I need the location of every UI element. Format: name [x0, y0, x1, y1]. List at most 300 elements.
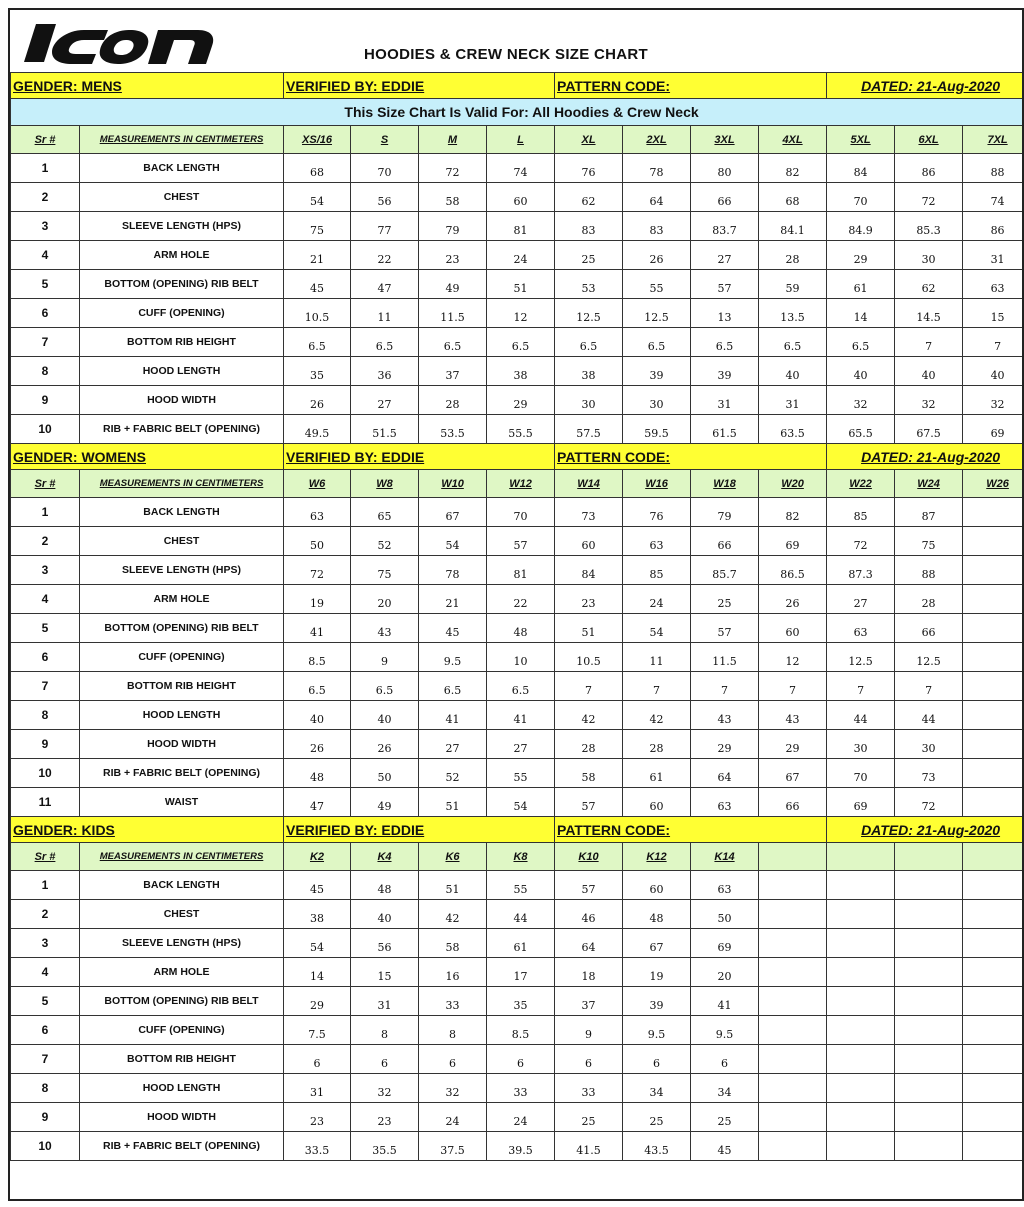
- measurement-label: BOTTOM RIB HEIGHT: [80, 1045, 284, 1074]
- measurement-value: 61: [623, 759, 691, 788]
- measurement-label: BOTTOM RIB HEIGHT: [80, 672, 284, 701]
- icon-brand-logo: [22, 16, 222, 68]
- measurement-label: ARM HOLE: [80, 241, 284, 270]
- measurement-value: [827, 1103, 895, 1132]
- table-row: [11, 1016, 1024, 1045]
- measurement-value: 57: [691, 614, 759, 643]
- measurement-value: 6: [351, 1045, 419, 1074]
- measurement-value: [827, 958, 895, 987]
- measurement-value: 28: [623, 730, 691, 759]
- size-header: [827, 843, 895, 871]
- measurement-value: 6.5: [555, 328, 623, 357]
- column-header-row: [11, 843, 1024, 871]
- measurement-value: 46: [555, 900, 623, 929]
- size-header: M: [419, 126, 487, 154]
- measurement-value: [759, 1016, 827, 1045]
- measurement-value: 28: [419, 386, 487, 415]
- measurement-value: 7.5: [284, 1016, 351, 1045]
- measurement-value: 67: [419, 498, 487, 527]
- measurement-value: 12.5: [827, 643, 895, 672]
- measurement-value: 30: [895, 730, 963, 759]
- serial-number: 7: [11, 672, 80, 701]
- measurement-value: [963, 614, 1024, 643]
- measurement-value: 6: [623, 1045, 691, 1074]
- measurement-value: [963, 987, 1024, 1016]
- measurement-value: 15: [351, 958, 419, 987]
- measurement-label: SLEEVE LENGTH (HPS): [80, 212, 284, 241]
- serial-number: 7: [11, 1045, 80, 1074]
- measurement-value: 21: [284, 241, 351, 270]
- measurement-value: 76: [555, 154, 623, 183]
- measurement-value: [827, 871, 895, 900]
- measurement-label: RIB + FABRIC BELT (OPENING): [80, 415, 284, 444]
- measurement-value: 55: [623, 270, 691, 299]
- gender-label: GENDER: WOMENS: [11, 444, 284, 470]
- measurement-value: 40: [827, 357, 895, 386]
- serial-number: 10: [11, 415, 80, 444]
- measurement-value: 6.5: [351, 672, 419, 701]
- measurement-value: 6.5: [487, 672, 555, 701]
- measurement-value: 32: [419, 1074, 487, 1103]
- measurement-value: 23: [284, 1103, 351, 1132]
- measurement-value: 23: [351, 1103, 419, 1132]
- measurement-value: 85.3: [895, 212, 963, 241]
- measurement-value: 29: [691, 730, 759, 759]
- serial-number: 4: [11, 585, 80, 614]
- serial-number: 2: [11, 527, 80, 556]
- measurement-value: 13.5: [759, 299, 827, 328]
- measurement-value: 69: [759, 527, 827, 556]
- table-row: [11, 1045, 1024, 1074]
- measurement-value: 88: [895, 556, 963, 585]
- measurement-value: 70: [487, 498, 555, 527]
- measurement-value: 68: [759, 183, 827, 212]
- measurement-value: 19: [284, 585, 351, 614]
- measurement-value: 24: [487, 1103, 555, 1132]
- measurement-value: 16: [419, 958, 487, 987]
- measurement-value: 39: [623, 987, 691, 1016]
- measurement-label: HOOD LENGTH: [80, 357, 284, 386]
- table-row: [11, 328, 1024, 357]
- measurement-value: 69: [827, 788, 895, 817]
- measurement-value: 66: [895, 614, 963, 643]
- size-header: W18: [691, 470, 759, 498]
- table-row: [11, 386, 1024, 415]
- measurement-value: 63: [963, 270, 1024, 299]
- table-row: [11, 415, 1024, 444]
- table-row: [11, 987, 1024, 1016]
- size-header: [895, 843, 963, 871]
- measurement-label: CUFF (OPENING): [80, 643, 284, 672]
- measurement-value: 53: [555, 270, 623, 299]
- measurement-value: 31: [351, 987, 419, 1016]
- measurement-value: 33: [555, 1074, 623, 1103]
- measurement-value: [895, 1016, 963, 1045]
- measurement-value: [827, 1074, 895, 1103]
- measurement-value: 29: [284, 987, 351, 1016]
- measurement-value: 11: [351, 299, 419, 328]
- measurement-value: [827, 1016, 895, 1045]
- measurement-value: 7: [895, 672, 963, 701]
- measurement-value: 43.5: [623, 1132, 691, 1161]
- measurement-value: 32: [827, 386, 895, 415]
- measurement-value: 6: [419, 1045, 487, 1074]
- measurement-value: 32: [351, 1074, 419, 1103]
- serial-number: 1: [11, 498, 80, 527]
- measurement-value: 31: [284, 1074, 351, 1103]
- measurement-value: 63: [827, 614, 895, 643]
- measurement-value: [895, 871, 963, 900]
- measurement-value: 9: [555, 1016, 623, 1045]
- measurement-value: 83: [623, 212, 691, 241]
- measurement-value: 9.5: [623, 1016, 691, 1045]
- table-row: [11, 212, 1024, 241]
- measurement-value: 35: [487, 987, 555, 1016]
- measurement-value: 27: [487, 730, 555, 759]
- measurement-value: 7: [691, 672, 759, 701]
- measurement-value: 43: [351, 614, 419, 643]
- size-chart-table: [10, 72, 1024, 1161]
- measurement-value: 58: [419, 183, 487, 212]
- measurement-value: 30: [623, 386, 691, 415]
- serial-number: 3: [11, 212, 80, 241]
- dated-label: DATED: 21-Aug-2020: [827, 73, 1024, 99]
- measurement-value: 11: [623, 643, 691, 672]
- measurement-value: [759, 987, 827, 1016]
- measurement-value: 30: [555, 386, 623, 415]
- measurement-label: ARM HOLE: [80, 585, 284, 614]
- measurement-value: 26: [284, 730, 351, 759]
- measurement-label: CHEST: [80, 900, 284, 929]
- measurement-value: [963, 788, 1024, 817]
- serial-number: 4: [11, 241, 80, 270]
- serial-number: 2: [11, 183, 80, 212]
- size-header: 5XL: [827, 126, 895, 154]
- measurement-value: 70: [351, 154, 419, 183]
- measurement-value: 6: [691, 1045, 759, 1074]
- measurement-value: 47: [284, 788, 351, 817]
- measurement-header: MEASUREMENTS IN CENTIMETERS: [80, 470, 284, 498]
- table-row: [11, 183, 1024, 212]
- table-row: [11, 643, 1024, 672]
- measurement-value: 54: [487, 788, 555, 817]
- measurement-value: 33: [487, 1074, 555, 1103]
- measurement-value: 65.5: [827, 415, 895, 444]
- size-header: W12: [487, 470, 555, 498]
- measurement-value: 85.7: [691, 556, 759, 585]
- measurement-value: 72: [895, 183, 963, 212]
- measurement-value: 40: [759, 357, 827, 386]
- verified-by-label: VERIFIED BY: EDDIE: [284, 444, 555, 470]
- measurement-value: 73: [555, 498, 623, 527]
- measurement-value: 78: [419, 556, 487, 585]
- measurement-value: 19: [623, 958, 691, 987]
- measurement-value: 66: [691, 527, 759, 556]
- serial-number: 11: [11, 788, 80, 817]
- measurement-value: 63.5: [759, 415, 827, 444]
- measurement-value: 31: [759, 386, 827, 415]
- measurement-value: 7: [555, 672, 623, 701]
- gender-label: GENDER: MENS: [11, 73, 284, 99]
- measurement-value: 23: [555, 585, 623, 614]
- measurement-value: 75: [351, 556, 419, 585]
- measurement-value: [759, 1103, 827, 1132]
- measurement-value: 82: [759, 154, 827, 183]
- measurement-value: 8: [419, 1016, 487, 1045]
- measurement-value: 54: [284, 183, 351, 212]
- measurement-value: 8.5: [487, 1016, 555, 1045]
- measurement-value: 84.9: [827, 212, 895, 241]
- measurement-label: CHEST: [80, 183, 284, 212]
- serial-number: 9: [11, 1103, 80, 1132]
- measurement-value: 38: [284, 900, 351, 929]
- measurement-value: 48: [351, 871, 419, 900]
- measurement-value: [963, 585, 1024, 614]
- size-header: W8: [351, 470, 419, 498]
- size-header: W20: [759, 470, 827, 498]
- measurement-value: 51.5: [351, 415, 419, 444]
- measurement-value: 38: [555, 357, 623, 386]
- serial-number: 8: [11, 701, 80, 730]
- size-header: [759, 843, 827, 871]
- measurement-value: [895, 1132, 963, 1161]
- measurement-value: 9.5: [691, 1016, 759, 1045]
- measurement-value: 25: [623, 1103, 691, 1132]
- measurement-value: 27: [419, 730, 487, 759]
- measurement-value: 81: [487, 556, 555, 585]
- dated-label: DATED: 21-Aug-2020: [827, 817, 1024, 843]
- measurement-label: HOOD LENGTH: [80, 701, 284, 730]
- measurement-value: 79: [419, 212, 487, 241]
- measurement-value: 55.5: [487, 415, 555, 444]
- measurement-value: 54: [623, 614, 691, 643]
- measurement-value: 40: [351, 701, 419, 730]
- measurement-value: 60: [555, 527, 623, 556]
- measurement-value: 69: [691, 929, 759, 958]
- measurement-value: 6.5: [827, 328, 895, 357]
- measurement-value: [963, 1016, 1024, 1045]
- column-header-row: [11, 470, 1024, 498]
- measurement-value: 57: [555, 871, 623, 900]
- serial-number: 2: [11, 900, 80, 929]
- measurement-value: 51: [419, 871, 487, 900]
- measurement-value: 6.5: [759, 328, 827, 357]
- measurement-value: 9: [351, 643, 419, 672]
- measurement-value: 30: [827, 730, 895, 759]
- validity-banner-row: [11, 99, 1024, 126]
- measurement-label: ARM HOLE: [80, 958, 284, 987]
- measurement-value: [895, 900, 963, 929]
- measurement-value: 74: [487, 154, 555, 183]
- measurement-value: 80: [691, 154, 759, 183]
- measurement-value: [963, 871, 1024, 900]
- gender-label: GENDER: KIDS: [11, 817, 284, 843]
- measurement-value: 29: [759, 730, 827, 759]
- measurement-value: 43: [691, 701, 759, 730]
- measurement-value: [827, 1132, 895, 1161]
- measurement-value: 40: [284, 701, 351, 730]
- size-header: K8: [487, 843, 555, 871]
- measurement-value: [895, 929, 963, 958]
- measurement-label: BOTTOM (OPENING) RIB BELT: [80, 987, 284, 1016]
- measurement-value: 40: [351, 900, 419, 929]
- table-row: [11, 270, 1024, 299]
- size-header: W10: [419, 470, 487, 498]
- measurement-value: 34: [623, 1074, 691, 1103]
- measurement-value: 11.5: [691, 643, 759, 672]
- measurement-value: [963, 958, 1024, 987]
- measurement-value: 45: [284, 270, 351, 299]
- table-row: [11, 556, 1024, 585]
- measurement-value: 17: [487, 958, 555, 987]
- size-header: W24: [895, 470, 963, 498]
- measurement-value: 27: [827, 585, 895, 614]
- measurement-value: 26: [351, 730, 419, 759]
- measurement-value: 78: [623, 154, 691, 183]
- measurement-value: 70: [827, 183, 895, 212]
- size-header: 7XL: [963, 126, 1024, 154]
- serial-number: 5: [11, 270, 80, 299]
- table-row: [11, 154, 1024, 183]
- size-header: W14: [555, 470, 623, 498]
- measurement-value: 82: [759, 498, 827, 527]
- dated-label: DATED: 21-Aug-2020: [827, 444, 1024, 470]
- table-row: [11, 299, 1024, 328]
- measurement-value: 10: [487, 643, 555, 672]
- measurement-value: 65: [351, 498, 419, 527]
- measurement-value: 22: [487, 585, 555, 614]
- measurement-label: BOTTOM RIB HEIGHT: [80, 328, 284, 357]
- measurement-value: 75: [895, 527, 963, 556]
- chart-title: HOODIES & CREW NECK SIZE CHART: [364, 46, 649, 63]
- measurement-label: CHEST: [80, 527, 284, 556]
- measurement-value: 72: [284, 556, 351, 585]
- measurement-value: 29: [827, 241, 895, 270]
- measurement-label: BOTTOM (OPENING) RIB BELT: [80, 270, 284, 299]
- measurement-value: 37.5: [419, 1132, 487, 1161]
- measurement-value: 18: [555, 958, 623, 987]
- size-header: W22: [827, 470, 895, 498]
- measurement-value: 39: [691, 357, 759, 386]
- measurement-label: BOTTOM (OPENING) RIB BELT: [80, 614, 284, 643]
- measurement-value: 40: [895, 357, 963, 386]
- measurement-value: 28: [895, 585, 963, 614]
- measurement-value: 12.5: [895, 643, 963, 672]
- measurement-value: 45: [284, 871, 351, 900]
- measurement-value: 8: [351, 1016, 419, 1045]
- measurement-value: 6.5: [284, 672, 351, 701]
- size-header: W26: [963, 470, 1024, 498]
- measurement-value: 63: [691, 871, 759, 900]
- table-row: [11, 701, 1024, 730]
- table-row: [11, 498, 1024, 527]
- measurement-value: 55: [487, 871, 555, 900]
- table-row: [11, 759, 1024, 788]
- measurement-value: 35.5: [351, 1132, 419, 1161]
- serial-number: 5: [11, 987, 80, 1016]
- measurement-label: WAIST: [80, 788, 284, 817]
- measurement-value: 31: [691, 386, 759, 415]
- measurement-value: 6.5: [691, 328, 759, 357]
- measurement-value: 31: [963, 241, 1024, 270]
- measurement-value: 12: [759, 643, 827, 672]
- sr-header: Sr #: [11, 843, 80, 871]
- measurement-value: [759, 1074, 827, 1103]
- measurement-value: 67: [759, 759, 827, 788]
- measurement-value: 56: [351, 183, 419, 212]
- measurement-value: 37: [419, 357, 487, 386]
- measurement-value: 33: [419, 987, 487, 1016]
- measurement-value: [895, 987, 963, 1016]
- measurement-value: [759, 1045, 827, 1074]
- measurement-label: BACK LENGTH: [80, 871, 284, 900]
- measurement-value: 64: [623, 183, 691, 212]
- measurement-value: 22: [351, 241, 419, 270]
- measurement-value: 81: [487, 212, 555, 241]
- table-row: [11, 672, 1024, 701]
- measurement-value: 51: [555, 614, 623, 643]
- size-header: XS/16: [284, 126, 351, 154]
- measurement-value: 83.7: [691, 212, 759, 241]
- measurement-value: 6.5: [351, 328, 419, 357]
- measurement-value: [895, 1103, 963, 1132]
- measurement-value: 61.5: [691, 415, 759, 444]
- size-header: K2: [284, 843, 351, 871]
- measurement-label: HOOD WIDTH: [80, 386, 284, 415]
- measurement-value: 12.5: [555, 299, 623, 328]
- measurement-value: 67.5: [895, 415, 963, 444]
- measurement-value: 33.5: [284, 1132, 351, 1161]
- measurement-value: 59: [759, 270, 827, 299]
- measurement-value: 6.5: [419, 328, 487, 357]
- section-header-row: [11, 73, 1024, 99]
- serial-number: 7: [11, 328, 80, 357]
- measurement-value: 47: [351, 270, 419, 299]
- measurement-value: 44: [487, 900, 555, 929]
- measurement-value: 6.5: [623, 328, 691, 357]
- verified-by-label: VERIFIED BY: EDDIE: [284, 817, 555, 843]
- measurement-value: 61: [487, 929, 555, 958]
- serial-number: 10: [11, 1132, 80, 1161]
- measurement-value: 44: [827, 701, 895, 730]
- measurement-value: 60: [623, 871, 691, 900]
- size-header: XL: [555, 126, 623, 154]
- measurement-value: 38: [487, 357, 555, 386]
- measurement-value: 66: [759, 788, 827, 817]
- measurement-label: RIB + FABRIC BELT (OPENING): [80, 1132, 284, 1161]
- measurement-value: 26: [623, 241, 691, 270]
- table-row: [11, 929, 1024, 958]
- measurement-value: 7: [895, 328, 963, 357]
- measurement-value: 42: [555, 701, 623, 730]
- measurement-value: 10.5: [555, 643, 623, 672]
- validity-note: This Size Chart Is Valid For: All Hoodies & Crew Neck: [11, 99, 1024, 126]
- measurement-value: 85: [827, 498, 895, 527]
- size-chart-sheet: [8, 8, 1024, 1201]
- verified-by-label: VERIFIED BY: EDDIE: [284, 73, 555, 99]
- measurement-value: 10.5: [284, 299, 351, 328]
- measurement-label: HOOD LENGTH: [80, 1074, 284, 1103]
- measurement-value: 23: [419, 241, 487, 270]
- measurement-value: 70: [827, 759, 895, 788]
- measurement-value: 59.5: [623, 415, 691, 444]
- pattern-code-label: PATTERN CODE:: [555, 73, 827, 99]
- measurement-value: 24: [419, 1103, 487, 1132]
- measurement-value: 66: [691, 183, 759, 212]
- table-row: [11, 614, 1024, 643]
- measurement-value: 49.5: [284, 415, 351, 444]
- measurement-value: 48: [623, 900, 691, 929]
